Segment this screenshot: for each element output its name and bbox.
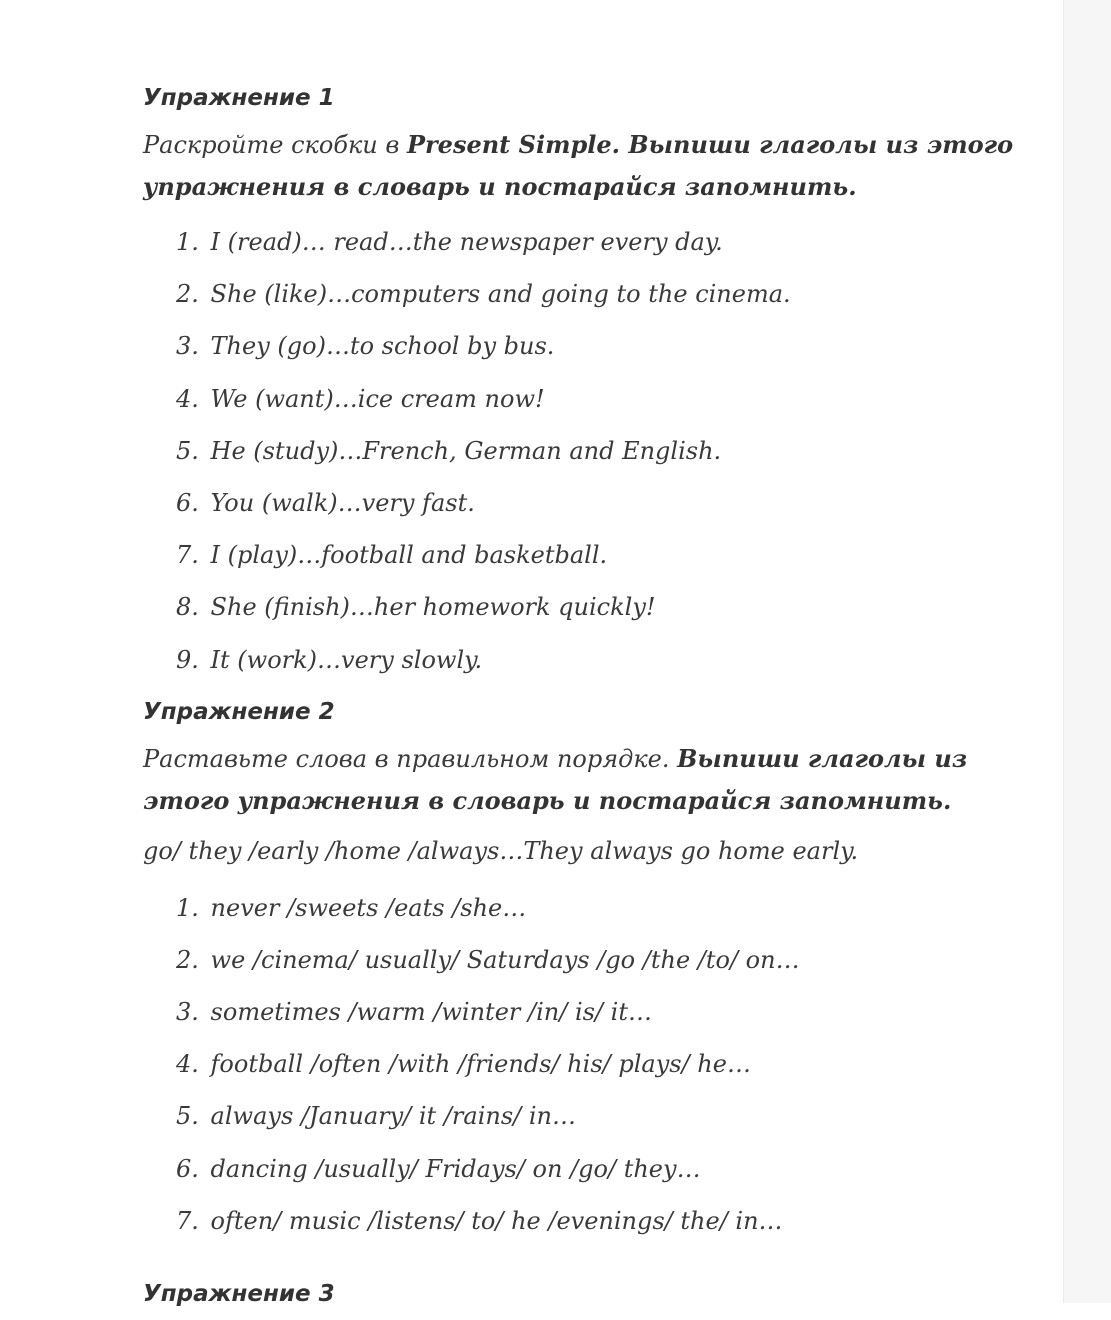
item-text: He (study)…French, German and English.	[210, 436, 722, 465]
item-text: I (read)… read…the newspaper every day.	[210, 228, 723, 256]
item-number: 5.	[176, 1102, 199, 1131]
item-number: 3.	[176, 332, 199, 361]
item-text: football /often /with /friends/ his/ plays/ he…	[210, 1050, 751, 1079]
exercise-2-item	[176, 986, 1023, 1038]
exercise-1-instruction-bold: Present Simple. Выпиши глаголы из этого упражнения в словарь и постарайся запомнить.	[143, 130, 1014, 201]
item-number: 8.	[176, 593, 199, 622]
exercise-1-item	[176, 268, 1023, 320]
exercise-1-item	[176, 320, 1023, 372]
exercise-1-heading: Упражнение 1	[143, 85, 335, 111]
exercise-1-instruction	[143, 124, 1023, 208]
item-text: never /sweets /eats /she…	[210, 893, 527, 922]
exercise-1-item	[176, 425, 1023, 477]
item-text: She (like)…computers and going to the cinema.	[210, 280, 791, 309]
item-text: They (go)…to school by bus.	[210, 332, 555, 361]
item-text: always /January/ it /rains/ in…	[210, 1102, 576, 1131]
page-margin	[1063, 0, 1111, 1303]
exercise-3-heading: Упражнение 3	[143, 1281, 335, 1307]
exercise-2-example: go/ they /early /home /always…They always go home early.	[143, 836, 859, 865]
exercise-2-instruction	[143, 738, 1023, 822]
item-number: 9.	[176, 645, 199, 674]
exercise-2-item	[176, 1195, 1023, 1247]
exercise-1-item	[176, 581, 1023, 633]
item-number: 1.	[176, 228, 199, 256]
exercise-1-instruction-plain: Раскройте скобки в	[143, 131, 407, 159]
item-number: 7.	[176, 1206, 199, 1235]
exercise-2-heading: Упражнение 2	[143, 698, 335, 725]
item-number: 6.	[176, 488, 199, 517]
exercise-2-item	[176, 1143, 1023, 1195]
item-text: sometimes /warm /winter /in/ is/ it…	[210, 998, 652, 1027]
document-content	[143, 72, 1023, 1247]
item-text: we /cinema/ usually/ Saturdays /go /the /to/ on…	[210, 945, 800, 974]
exercise-1-item	[176, 477, 1023, 529]
item-number: 4.	[176, 1050, 199, 1079]
item-text: dancing /usually/ Fridays/ on /go/ they…	[210, 1154, 701, 1183]
exercise-1-item	[176, 373, 1023, 425]
exercise-2-item	[176, 1090, 1023, 1142]
exercise-2-instruction-bold: Выпиши глаголы из этого упражнения в словарь и постарайся запомнить.	[143, 743, 968, 815]
exercise-2-item	[176, 882, 1023, 934]
item-number: 6.	[176, 1154, 199, 1183]
item-text: often/ music /listens/ to/ he /evenings/ the/ in…	[210, 1206, 783, 1235]
item-number: 2.	[176, 945, 199, 974]
exercise-1-list	[143, 216, 1023, 686]
item-text: It (work)…very slowly.	[210, 645, 483, 674]
exercise-1-item	[176, 216, 1023, 268]
item-text: You (walk)…very fast.	[210, 488, 475, 517]
item-text: I (play)…football and basketball.	[210, 541, 608, 570]
exercise-1-item	[176, 529, 1023, 581]
item-text: We (want)…ice cream now!	[210, 384, 545, 413]
item-number: 3.	[176, 998, 199, 1027]
item-number: 7.	[176, 541, 199, 570]
item-number: 5.	[176, 436, 199, 465]
item-number: 4.	[176, 384, 199, 413]
item-number: 2.	[176, 280, 199, 309]
item-number: 1.	[176, 893, 199, 922]
exercise-2-item	[176, 1038, 1023, 1090]
exercise-1-item	[176, 634, 1023, 686]
exercise-2-item	[176, 934, 1023, 986]
item-text: She (finish)…her homework quickly!	[210, 593, 656, 622]
exercise-2-instruction-plain: Раставьте слова в правильном порядке.	[143, 744, 678, 773]
exercise-2-list	[143, 882, 1023, 1247]
